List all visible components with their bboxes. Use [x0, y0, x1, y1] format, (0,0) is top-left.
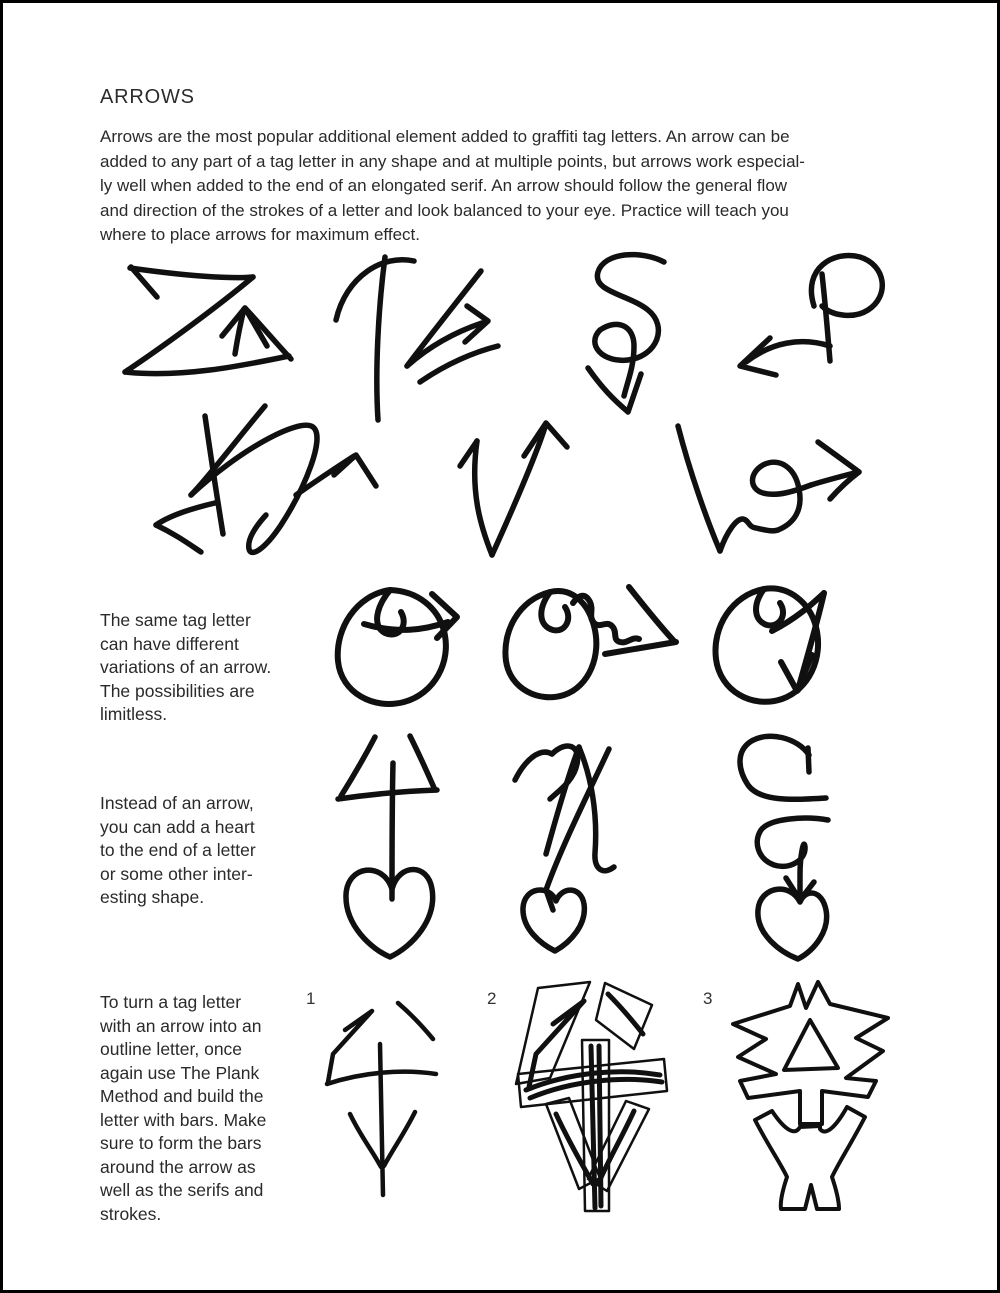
variations-text: [100, 609, 271, 727]
plank-line: sure to form the bars: [100, 1133, 262, 1153]
plank-line: strokes.: [100, 1203, 162, 1224]
hearts-line: to the end of a letter: [100, 840, 256, 860]
tag-letter-step1-figure: [323, 988, 443, 1210]
letter-o-straight-arrow-figure: [328, 581, 463, 711]
hearts-text: [100, 792, 256, 910]
plank-line: well as the serifs and: [100, 1180, 264, 1200]
plank-line: around the arrow as: [100, 1156, 256, 1177]
variations-line: can have different: [100, 633, 239, 654]
hearts-line: Instead of an arrow,: [100, 793, 254, 813]
tag-letter-step2-planks-figure: [508, 978, 688, 1213]
hearts-line: or some other inter-: [100, 863, 253, 884]
variations-line: variations of an arrow.: [100, 657, 272, 677]
letter-p-with-right-arrow-figure: [328, 248, 513, 425]
page-title: ARROWS: [100, 86, 195, 108]
letter-n-with-heart-figure: [508, 738, 623, 960]
plank-text: [100, 991, 266, 1226]
letter-s-with-down-arrow-figure: [566, 248, 708, 420]
letter-o-down-arrow-figure: [703, 578, 833, 715]
intro-paragraph: [100, 125, 805, 248]
variations-line: limitless.: [100, 704, 168, 724]
letter-s-with-heart-figure: [718, 730, 833, 965]
step-number-3: 3: [703, 989, 713, 1008]
plank-line: again use The Plank: [100, 1062, 260, 1083]
step-number-1: 1: [306, 989, 316, 1008]
letter-o-zigzag-arrow-figure: [493, 581, 685, 706]
intro-line: added to any part of a tag letter in any shape and at multiple points, but arrows work especial-: [100, 151, 805, 171]
intro-line: and direction of the strokes of a letter and look balanced to your eye. Practice will teach you: [100, 200, 789, 220]
outline-letter-step3-figure: [718, 978, 903, 1213]
letter-four-with-heart-figure: [333, 733, 443, 961]
letter-z-with-arrow-figure: [101, 253, 326, 378]
intro-line: ly well when added to the end of an elongated serif. An arrow should follow the general flow: [100, 176, 788, 195]
step-number-2: 2: [487, 989, 497, 1008]
plank-line: To turn a tag letter: [100, 992, 242, 1012]
variations-line: The same tag letter: [100, 610, 251, 630]
letter-h-with-right-arrow-figure: [675, 421, 871, 561]
hearts-line: esting shape.: [100, 887, 205, 907]
variations-line: The possibilities are: [100, 680, 255, 701]
letter-v-with-up-arrow-figure: [453, 413, 573, 558]
intro-line: where to place arrows for maximum effect.: [100, 225, 420, 244]
plank-line: letter with bars. Make: [100, 1109, 267, 1130]
plank-line: outline letter, once: [100, 1039, 243, 1059]
intro-line: Arrows are the most popular additional element added to graffiti tag letters. An arrow can be: [100, 127, 790, 146]
plank-line: Method and build the: [100, 1086, 264, 1106]
letter-p-with-left-arrow-figure: [716, 248, 888, 378]
plank-line: with an arrow into an: [100, 1015, 262, 1036]
hearts-line: you can add a heart: [100, 816, 255, 837]
letter-k-with-two-arrows-figure: [113, 403, 403, 578]
